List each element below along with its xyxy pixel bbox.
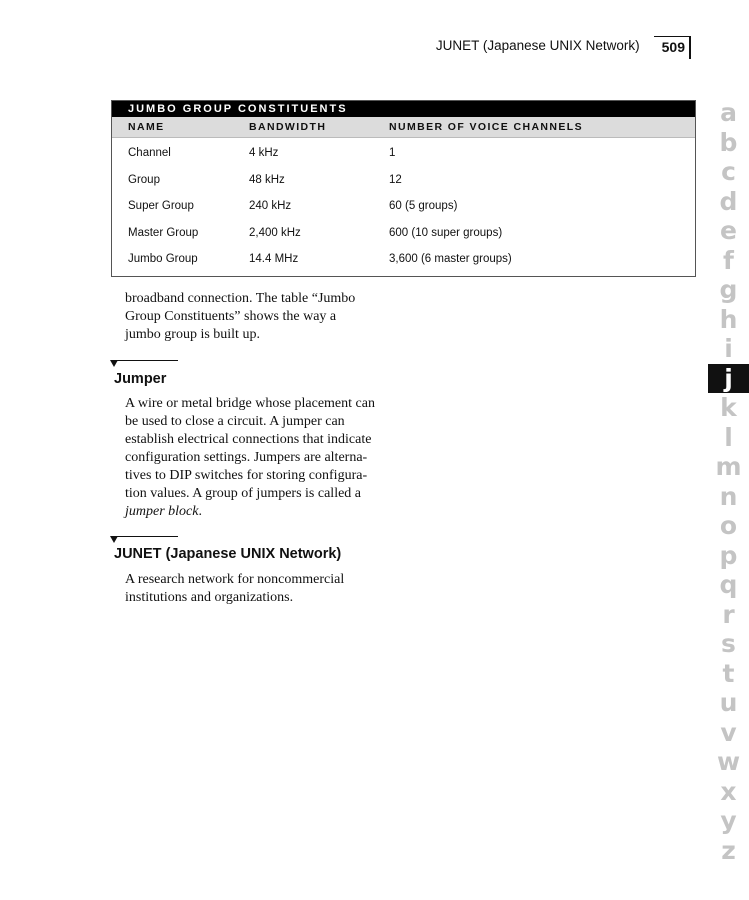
table-row	[112, 193, 695, 220]
thumb-index-letter-k: k	[720, 393, 737, 422]
thumb-index-letter-z: z	[721, 835, 736, 865]
running-head-title: JUNET (Japanese UNIX Network)	[435, 38, 640, 53]
thumb-index-letter-r: r	[722, 599, 735, 629]
table-header-bandwidth: BANDWIDTH	[249, 121, 327, 133]
table-cell: 3,600 (6 master groups)	[389, 253, 512, 265]
running-head	[436, 36, 691, 59]
thumb-index-letter-c: c	[721, 157, 736, 186]
table-cell: Jumbo Group	[128, 253, 198, 265]
thumb-index-letter-h: h	[719, 304, 738, 334]
thumb-index-letter-l: l	[724, 422, 733, 452]
thumb-index-letter-x: x	[720, 776, 737, 806]
entry-definition-junet	[125, 571, 395, 607]
entry-marker	[110, 536, 178, 544]
text-line: be used to close a circuit. A jumper can	[125, 414, 345, 429]
thumb-index-letter-m: m	[715, 452, 742, 481]
page-number: 509	[654, 36, 691, 59]
text-line: A research network for noncommercial	[125, 572, 345, 587]
table-cell: Channel	[128, 147, 171, 159]
thumb-index-letter-b: b	[719, 127, 738, 157]
thumb-index-letter-f: f	[723, 245, 734, 275]
sentence-end: .	[198, 504, 202, 519]
thumb-index-letter-s: s	[721, 629, 736, 658]
continued-paragraph	[125, 290, 395, 344]
table-header-voice-channels: NUMBER OF VOICE CHANNELS	[389, 121, 584, 133]
text-line	[125, 503, 395, 521]
table-caption: JUMBO GROUP CONSTITUENTS	[112, 101, 695, 117]
entry-headword-jumper: Jumper	[114, 371, 167, 387]
entry-headword-junet: JUNET (Japanese UNIX Network)	[114, 546, 342, 562]
table-cell: Group	[128, 173, 160, 186]
table-cell: 60 (5 groups)	[389, 200, 458, 212]
thumb-index-letter-v: v	[720, 717, 737, 747]
text-line: tion values. A group of jumpers is called a	[125, 486, 362, 501]
text-line: jumbo group is built up.	[125, 327, 260, 342]
thumb-index-letter-p: p	[719, 540, 738, 570]
jumbo-group-table	[111, 100, 696, 277]
text-line: tives to DIP switches for storing configura-	[125, 468, 368, 483]
text-line: configuration settings. Jumpers are alterna-	[125, 450, 368, 465]
table-cell: 12	[389, 173, 402, 186]
table-cell: 240 kHz	[249, 200, 292, 212]
thumb-index-letter-o: o	[719, 511, 738, 540]
text-line: broadband connection. The table “Jumbo	[125, 291, 356, 306]
thumb-index-letter-a: a	[720, 98, 737, 127]
thumb-index-letter-y: y	[720, 806, 737, 835]
term-jumper-block: jumper block	[125, 504, 199, 519]
thumb-index-letter-u: u	[719, 688, 738, 717]
entry-marker	[110, 360, 178, 368]
thumb-index-letter-i: i	[724, 334, 733, 363]
table-cell: 4 kHz	[249, 147, 279, 159]
table-cell: 14.4 MHz	[249, 253, 299, 265]
table-row	[112, 220, 695, 247]
table-cell: 1	[389, 147, 396, 159]
thumb-index-letter-n: n	[719, 481, 738, 511]
table-row	[112, 140, 695, 167]
table-row	[112, 246, 695, 273]
text-line: Group Constituents” shows the way a	[125, 309, 337, 324]
thumb-index-letter-g: g	[719, 275, 738, 304]
thumb-index-letter-q: q	[719, 570, 738, 599]
thumb-index-letter-w: w	[716, 747, 741, 776]
entry-definition-jumper	[125, 395, 395, 521]
triangle-marker-icon	[110, 360, 118, 367]
alphabet-thumb-index	[708, 98, 749, 865]
table-cell: 600 (10 super groups)	[389, 226, 503, 239]
table-cell: 48 kHz	[249, 173, 285, 186]
table-header-row	[112, 117, 695, 138]
thumb-index-letter-t: t	[722, 658, 735, 688]
thumb-index-letter-d: d	[719, 186, 738, 216]
thumb-index-letter-e: e	[720, 216, 737, 245]
table-row	[112, 167, 695, 194]
table-cell: Master Group	[128, 226, 199, 239]
table-cell: Super Group	[128, 200, 194, 212]
table-header-name: NAME	[128, 121, 165, 133]
table-cell: 2,400 kHz	[249, 226, 301, 239]
entry-rule	[115, 360, 178, 361]
text-line: institutions and organizations.	[125, 590, 294, 605]
thumb-index-letter-j: j	[708, 364, 749, 394]
text-line: establish electrical connections that indicate	[125, 432, 372, 447]
text-line: A wire or metal bridge whose placement can	[125, 396, 375, 411]
entry-rule	[115, 536, 178, 537]
triangle-marker-icon	[110, 536, 118, 543]
